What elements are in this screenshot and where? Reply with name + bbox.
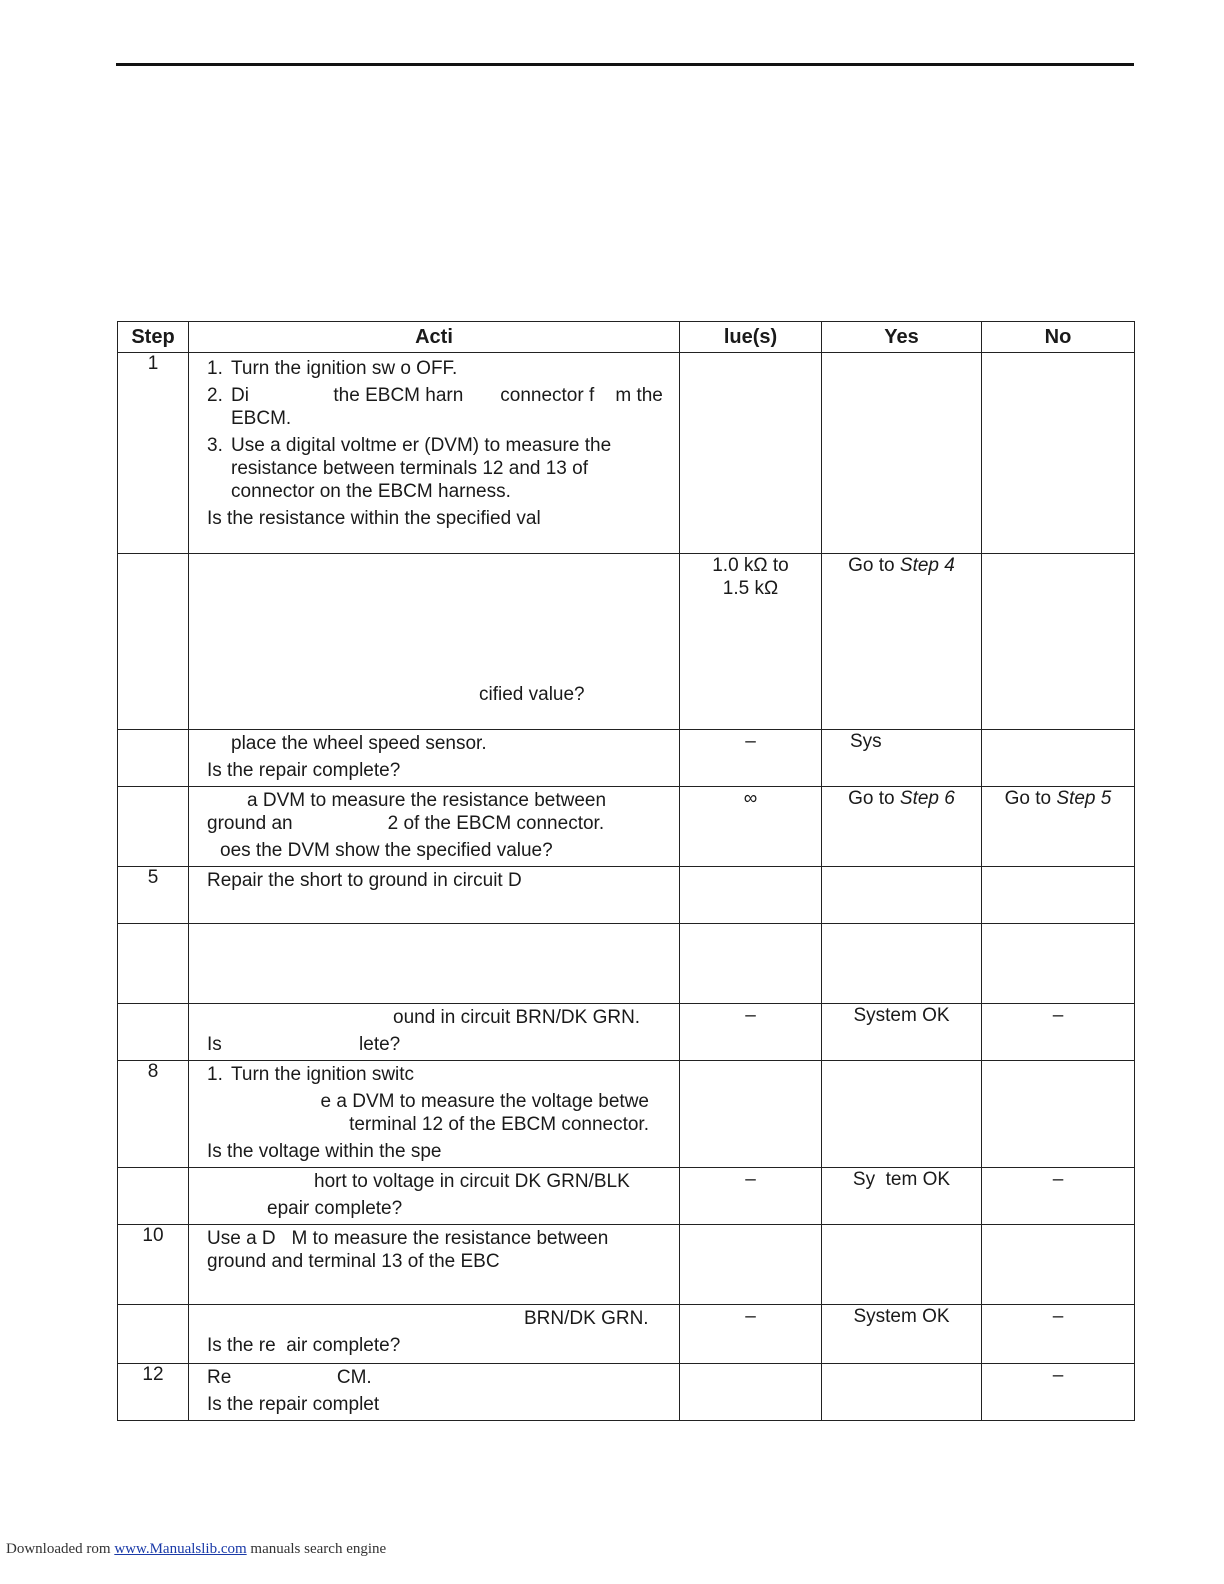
yes-cell	[822, 867, 982, 924]
step-number: 10	[118, 1225, 189, 1305]
table-row	[118, 1305, 1135, 1364]
table-row	[118, 1364, 1135, 1421]
action-text: e a DVM to measure the voltage betwe terminal 12 of the EBCM connector.	[320, 1091, 649, 1135]
yes-cell	[822, 1364, 982, 1421]
yes-cell: Sy tem OK	[822, 1168, 982, 1225]
action-text: BRN/DK GRN.	[524, 1308, 649, 1329]
no-cell	[982, 867, 1135, 924]
value-cell: 1.0 kΩ to 1.5 kΩ	[680, 554, 822, 730]
action-cell	[189, 1168, 680, 1225]
no-cell: –	[982, 1004, 1135, 1061]
no-cell	[982, 730, 1135, 787]
no-cell: –	[982, 1364, 1135, 1421]
question-text: Is the repair complet	[207, 1394, 380, 1415]
yes-cell: System OK	[822, 1004, 982, 1061]
action-cell	[189, 787, 680, 867]
action-cell	[189, 924, 680, 1004]
step-number: 12	[118, 1364, 189, 1421]
no-cell	[982, 554, 1135, 730]
value-cell	[680, 1364, 822, 1421]
question-text: oes the DVM show the specified value?	[220, 840, 553, 861]
step-number: 5	[118, 867, 189, 924]
question-text: epair complete?	[267, 1198, 403, 1219]
value-cell	[680, 353, 822, 554]
value-cell	[680, 924, 822, 1004]
action-cell	[189, 1061, 680, 1168]
value-cell: –	[680, 1305, 822, 1364]
no-cell: –	[982, 1168, 1135, 1225]
header-yes: Yes	[822, 322, 982, 353]
table-row	[118, 1004, 1135, 1061]
step-number	[118, 924, 189, 1004]
list-item: 3. Use a digital voltme er (DVM) to measure the resistance between terminals 12 and 13 of connector on the EBCM harness.	[207, 435, 612, 502]
action-cell	[189, 1305, 680, 1364]
header-action: Acti	[189, 322, 680, 353]
action-cell	[189, 1364, 680, 1421]
step-ref[interactable]: Step 6	[899, 788, 955, 809]
step-number	[118, 1168, 189, 1225]
table-row	[118, 787, 1135, 867]
step-number	[118, 787, 189, 867]
step-ref[interactable]: Step 4	[899, 555, 955, 576]
action-text: Re CM.	[207, 1367, 372, 1388]
action-text: hort to voltage in circuit DK GRN/BLK	[314, 1171, 630, 1192]
yes-cell: Go to Step 6	[822, 787, 982, 867]
action-cell	[189, 730, 680, 787]
value-cell	[680, 1225, 822, 1305]
yes-cell	[822, 1225, 982, 1305]
footer-suffix: manuals search engine	[250, 1541, 387, 1557]
list-item: 1. Turn the ignition switc	[207, 1064, 415, 1085]
value-cell	[680, 1061, 822, 1168]
table-header-row	[118, 322, 1135, 353]
table-row	[118, 867, 1135, 924]
yes-cell: Sys	[822, 730, 982, 787]
table-row	[118, 924, 1135, 1004]
question-text: Is the repair complete?	[207, 760, 401, 781]
step-number	[118, 554, 189, 730]
question-text: Is the voltage within the spe	[207, 1141, 442, 1162]
action-text: a DVM to measure the resistance between ground an 2 of the EBCM connector.	[207, 790, 612, 834]
action-text: Repair the short to ground in circuit D	[207, 870, 522, 891]
table-row	[118, 353, 1135, 554]
yes-cell	[822, 1061, 982, 1168]
header-values: lue(s)	[680, 322, 822, 353]
question-text: Is lete?	[207, 1034, 401, 1055]
action-text: ound in circuit BRN/DK GRN.	[393, 1007, 641, 1028]
header-step: Step	[118, 322, 189, 353]
no-cell	[982, 353, 1135, 554]
step-number	[118, 730, 189, 787]
value-cell	[680, 867, 822, 924]
yes-cell	[822, 924, 982, 1004]
download-footer	[6, 1541, 386, 1558]
value-cell: –	[680, 1168, 822, 1225]
yes-cell: Go to Step 4	[822, 554, 982, 730]
header-no: No	[982, 322, 1135, 353]
no-cell: Go to Step 5	[982, 787, 1135, 867]
action-cell	[189, 867, 680, 924]
value-cell: –	[680, 1004, 822, 1061]
action-cell	[189, 1225, 680, 1305]
manualslib-link[interactable]: www.Manualslib.com	[114, 1541, 247, 1557]
table-row	[118, 1168, 1135, 1225]
top-rule	[116, 63, 1134, 66]
action-cell	[189, 554, 680, 730]
footer-prefix: Downloaded rom	[6, 1541, 111, 1557]
list-item: 1. Turn the ignition sw o OFF.	[207, 358, 458, 379]
no-cell	[982, 1061, 1135, 1168]
action-text: Use a D M to measure the resistance between ground and terminal 13 of the EBC	[207, 1228, 614, 1272]
table-row	[118, 730, 1135, 787]
question-text: Is the resistance within the specified val	[207, 508, 541, 529]
value-cell: ∞	[680, 787, 822, 867]
value-cell: –	[680, 730, 822, 787]
action-cell	[189, 1004, 680, 1061]
step-ref[interactable]: Step 5	[1056, 788, 1112, 809]
no-cell	[982, 1225, 1135, 1305]
step-number	[118, 1004, 189, 1061]
action-text: place the wheel speed sensor.	[231, 733, 487, 754]
question-text: cified value?	[479, 684, 585, 705]
no-cell: –	[982, 1305, 1135, 1364]
diagnostic-table	[117, 321, 1135, 1421]
yes-cell: System OK	[822, 1305, 982, 1364]
step-number: 8	[118, 1061, 189, 1168]
table-row	[118, 1225, 1135, 1305]
question-text: Is the re air complete?	[207, 1335, 401, 1356]
yes-cell	[822, 353, 982, 554]
table-row	[118, 554, 1135, 730]
table-row	[118, 1061, 1135, 1168]
action-cell	[189, 353, 680, 554]
step-number: 1	[118, 353, 189, 554]
list-item: 2. Di the EBCM harn connector f m the EBCM.	[207, 385, 669, 429]
step-number	[118, 1305, 189, 1364]
no-cell	[982, 924, 1135, 1004]
